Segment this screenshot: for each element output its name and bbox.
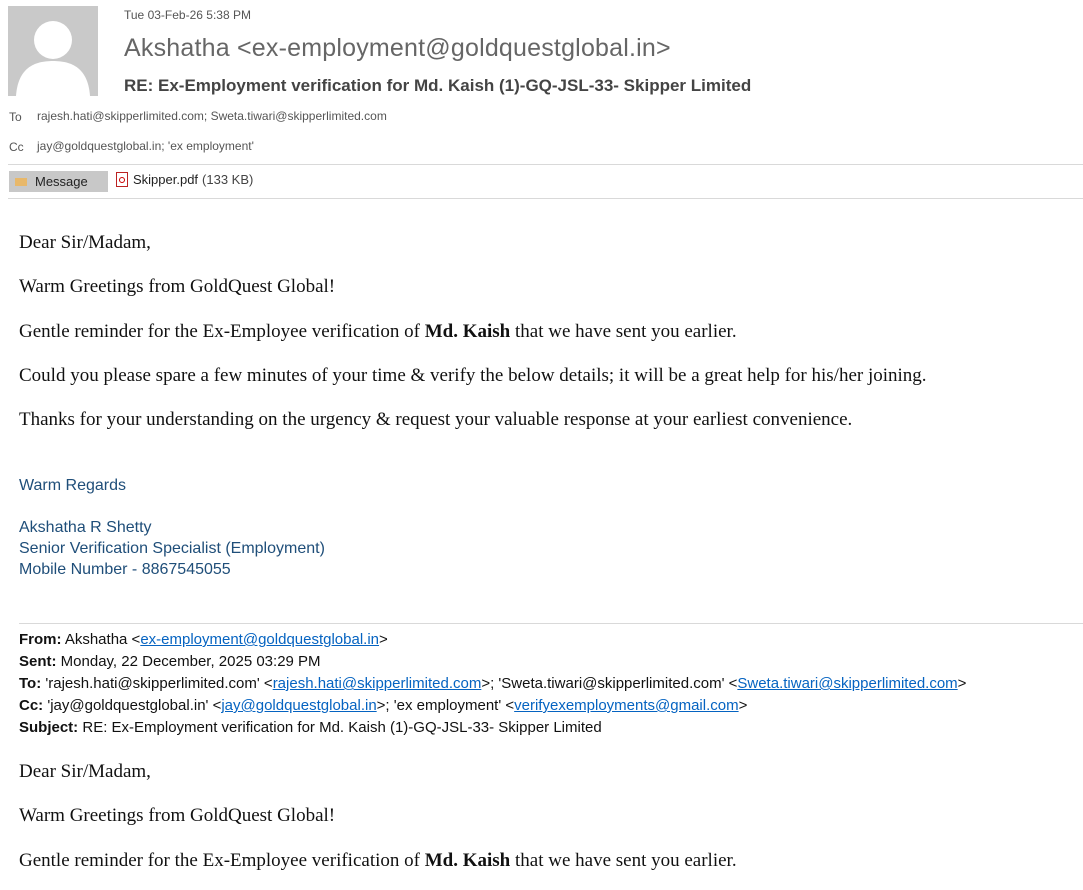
body-line-1: Warm Greetings from GoldQuest Global!	[19, 276, 336, 297]
to-recipients[interactable]: rajesh.hati@skipperlimited.com; Sweta.tiwari@skipperlimited.com	[37, 109, 387, 123]
body-line-4: Thanks for your understanding on the urgency & request your valuable response at your earliest convenience.	[19, 409, 853, 430]
sender-name[interactable]: Akshatha <ex-employment@goldquestglobal.in>	[124, 34, 671, 62]
received-date: Tue 03-Feb-26 5:38 PM	[124, 8, 251, 22]
header-divider	[8, 164, 1083, 165]
signature-title: Senior Verification Specialist (Employment)	[19, 540, 325, 557]
fwd-candidate-name: Md. Kaish	[424, 850, 511, 871]
message-tab[interactable]	[9, 171, 108, 192]
message-tab-label: Message	[35, 174, 88, 189]
fwd-to-link-rajesh[interactable]: rajesh.hati@skipperlimited.com	[272, 675, 482, 692]
pdf-icon	[116, 172, 128, 187]
fwd-cc-link-jay[interactable]: jay@goldquestglobal.in	[221, 697, 377, 714]
body-line-3: Could you please spare a few minutes of your time & verify the below details; it will be a great help for his/her joining.	[19, 365, 927, 386]
person-placeholder-icon	[8, 6, 98, 96]
fwd-body-greeting: Dear Sir/Madam,	[19, 761, 151, 782]
fwd-cc-link-verify[interactable]: verifyexemployments@gmail.com	[514, 697, 739, 714]
signature-name: Akshatha R Shetty	[19, 519, 152, 536]
attachment-size: (133 KB)	[202, 172, 254, 187]
signature-regards: Warm Regards	[19, 477, 126, 494]
fwd-subject-row: Subject: RE: Ex-Employment verification for Md. Kaish (1)-GQ-JSL-33- Skipper Limited	[19, 719, 602, 736]
fwd-to-row: To: 'rajesh.hati@skipperlimited.com' <rajesh.hati@skipperlimited.com>; 'Sweta.tiwari@skipperlimited.com' <Sweta.tiwari@skipperlimited.com>	[19, 675, 967, 692]
fwd-from-row: From: Akshatha <ex-employment@goldquestglobal.in>	[19, 631, 388, 648]
fwd-body-line-1: Warm Greetings from GoldQuest Global!	[19, 805, 336, 826]
cc-label: Cc	[9, 140, 24, 154]
candidate-name: Md. Kaish	[424, 321, 511, 342]
attachment-skipper-pdf[interactable]	[116, 172, 253, 187]
avatar	[8, 6, 98, 96]
cc-recipients[interactable]: jay@goldquestglobal.in; 'ex employment'	[37, 139, 254, 153]
forwarded-divider	[19, 623, 1083, 624]
to-label: To	[9, 110, 22, 124]
email-subject: RE: Ex-Employment verification for Md. Kaish (1)-GQ-JSL-33- Skipper Limited	[124, 76, 752, 95]
fwd-cc-row: Cc: 'jay@goldquestglobal.in' <jay@goldquestglobal.in>; 'ex employment' <verifyexemployments@gmail.com>	[19, 697, 748, 714]
fwd-to-link-sweta[interactable]: Sweta.tiwari@skipperlimited.com	[737, 675, 958, 692]
fwd-from-email-link[interactable]: ex-employment@goldquestglobal.in	[140, 631, 380, 648]
signature-mobile: Mobile Number - 8867545055	[19, 561, 231, 578]
envelope-icon	[15, 178, 27, 186]
body-greeting: Dear Sir/Madam,	[19, 232, 151, 253]
fwd-body-line-2: Gentle reminder for the Ex-Employee verification of Md. Kaish that we have sent you earlier.	[19, 850, 737, 871]
body-line-2: Gentle reminder for the Ex-Employee verification of Md. Kaish that we have sent you earlier.	[19, 321, 737, 342]
fwd-sent-row: Sent: Monday, 22 December, 2025 03:29 PM	[19, 653, 321, 670]
tabs-divider	[8, 198, 1083, 199]
attachment-name: Skipper.pdf	[133, 172, 199, 187]
